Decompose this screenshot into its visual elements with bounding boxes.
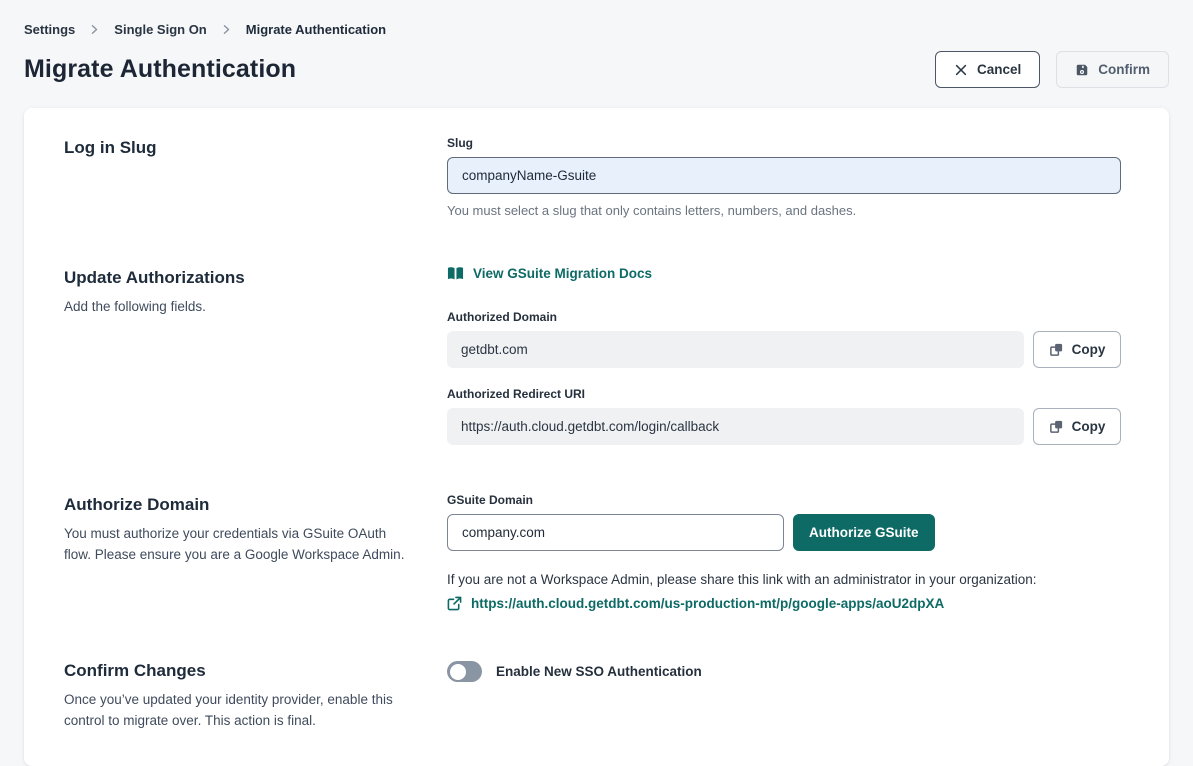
confirm-button-label: Confirm [1098,62,1150,77]
gsuite-domain-input[interactable] [447,514,784,551]
slug-label: Slug [447,136,473,150]
login-slug-heading: Log in Slug [64,138,157,157]
chevron-right-icon [89,24,100,35]
book-icon [447,266,464,281]
page-header [0,0,1193,88]
copy-authorized-domain-button[interactable] [1033,331,1121,368]
close-icon [954,63,968,77]
workspace-admin-note: If you are not a Workspace Admin, please share this link with an administrator in your organization: [447,572,1037,587]
authorized-redirect-uri-value: https://auth.cloud.getdbt.com/login/callback [447,408,1024,445]
section-login-slug [64,136,1121,218]
confirm-changes-description: Once you’ve updated your identity provider, enable this control to migrate over. This action is final. [64,692,393,728]
confirm-changes-heading: Confirm Changes [64,661,206,680]
copy-icon [1049,419,1064,434]
slug-input[interactable] [447,157,1121,194]
copy-button-label: Copy [1071,342,1106,357]
update-authorizations-description: Add the following fields. [64,299,206,314]
save-icon [1075,63,1089,77]
chevron-right-icon [221,24,232,35]
authorize-domain-description: You must authorize your credentials via GSuite OAuth flow. Please ensure you are a Google Workspace Admin. [64,526,405,562]
cancel-button-label: Cancel [976,62,1022,77]
section-authorize-domain [64,493,1121,611]
google-apps-share-link[interactable]: https://auth.cloud.getdbt.com/us-production-mt/p/google-apps/aoU2dpXA [471,596,945,611]
migrate-authentication-card [24,108,1169,766]
authorized-domain-label: Authorized Domain [447,310,557,324]
copy-icon [1049,342,1064,357]
authorize-gsuite-button[interactable]: Authorize GSuite [793,514,935,551]
slug-helper-text: You must select a slug that only contains letters, numbers, and dashes. [447,203,857,218]
copy-button-label: Copy [1071,419,1106,434]
section-confirm-changes [64,659,1121,732]
copy-redirect-uri-button[interactable] [1033,408,1121,445]
cancel-button[interactable] [935,51,1040,88]
update-authorizations-heading: Update Authorizations [64,268,245,287]
breadcrumb-single-sign-on[interactable]: Single Sign On [114,22,207,37]
gsuite-migration-docs-link-label: View GSuite Migration Docs [473,266,653,281]
gsuite-domain-label: GSuite Domain [447,493,534,507]
header-actions [935,51,1169,88]
confirm-button[interactable] [1056,51,1169,88]
enable-new-sso-toggle[interactable] [447,661,482,682]
authorized-redirect-uri-label: Authorized Redirect URI [447,387,586,401]
section-update-authorizations [64,266,1121,445]
toggle-knob [450,664,466,680]
page-title: Migrate Authentication [24,55,297,83]
authorized-domain-value: getdbt.com [447,331,1024,368]
breadcrumb-migrate-authentication: Migrate Authentication [245,22,387,37]
gsuite-migration-docs-link[interactable] [447,266,652,281]
breadcrumb [24,22,1169,37]
authorize-domain-heading: Authorize Domain [64,495,210,514]
enable-new-sso-toggle-label: Enable New SSO Authentication [496,664,702,679]
external-link-icon [447,596,462,611]
breadcrumb-settings[interactable]: Settings [24,22,76,37]
